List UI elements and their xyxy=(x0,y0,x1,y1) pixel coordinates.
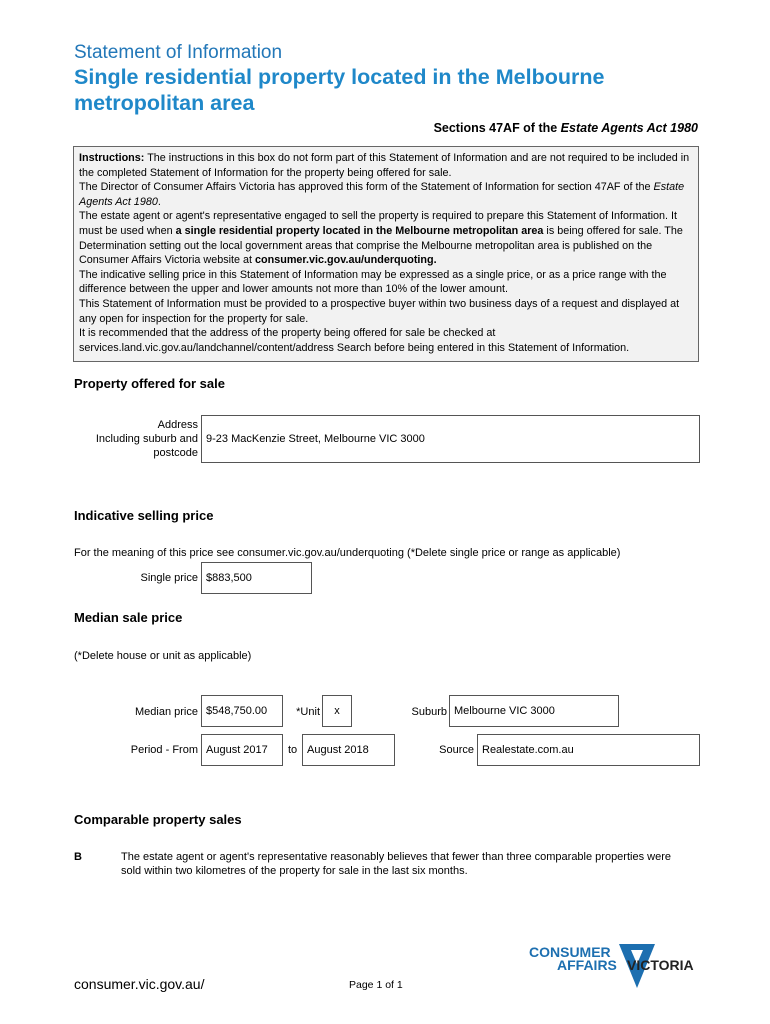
logo-line-victoria: VICTORIA xyxy=(627,957,694,973)
median-note: (*Delete house or unit as applicable) xyxy=(74,650,252,662)
period-from-label: Period - From xyxy=(130,744,198,756)
instructions-paragraph-3 xyxy=(79,209,693,267)
instructions-text-2-end: . xyxy=(157,195,161,208)
period-to-label: to xyxy=(288,744,298,756)
period-from-value: August 2017 xyxy=(206,744,268,756)
address-value: 9-23 MacKenzie Street, Melbourne VIC 3000 xyxy=(206,433,425,445)
footer-url[interactable]: consumer.vic.gov.au/ xyxy=(74,976,205,992)
period-from-field[interactable] xyxy=(201,734,283,766)
address-label-line-1: Address xyxy=(157,419,198,431)
act-reference-prefix: Sections 47AF of the xyxy=(433,121,561,135)
underquoting-link[interactable]: consumer.vic.gov.au/underquoting. xyxy=(255,254,437,267)
period-to-field[interactable] xyxy=(302,734,395,766)
instructions-paragraph-1 xyxy=(79,151,693,180)
median-price-value: $548,750.00 xyxy=(206,705,268,717)
address-label-line-2: Including suburb and xyxy=(95,433,198,445)
comparable-statement: The estate agent or agent's representative reasonably believes that fewer than three comparable properties were sold within two kilometres of the property for sale in the last six months. xyxy=(121,851,671,877)
single-price-field[interactable] xyxy=(201,562,312,594)
suburb-value: Melbourne VIC 3000 xyxy=(454,705,555,717)
median-price-label: Median price xyxy=(135,706,198,718)
indicative-heading: Indicative selling price xyxy=(74,508,214,523)
consumer-affairs-victoria-logo xyxy=(527,942,707,992)
page-title: Single residential property located in the Melbourne metropolitan area xyxy=(74,65,605,115)
property-heading: Property offered for sale xyxy=(74,376,225,391)
instructions-text-3a: The estate agent or agent's representative engaged to sell the property is required to prepare this Statement of Information. It must be used when xyxy=(79,210,678,237)
act-reference-name: Estate Agents Act 1980 xyxy=(560,121,698,135)
instructions-text-1: The instructions in this box do not form part of this Statement of Information and are not required to be included in the completed Statement of Information for the property being offered for sale. xyxy=(79,152,690,179)
source-field[interactable] xyxy=(477,734,700,766)
unit-value: x xyxy=(334,705,340,717)
instructions-paragraph-6: It is recommended that the address of the property being offered for sale be checked at services.land.vic.gov.au/landchannel/content/address Search before being entered in this Statement of Information. xyxy=(79,327,630,354)
source-label: Source xyxy=(439,744,474,756)
instructions-paragraph-4: The indicative selling price in this Statement of Information may be expressed as a single price, or as a price range with the difference between the upper and lower amounts not more than 10% of the lower amount. xyxy=(79,268,667,296)
page-number: Page 1 of 1 xyxy=(349,979,403,991)
address-label-line-3: postcode xyxy=(153,447,198,459)
single-price-value: $883,500 xyxy=(206,572,252,584)
indicative-note: For the meaning of this price see consumer.vic.gov.au/underquoting (*Delete single price or range as applicable) xyxy=(74,547,621,559)
unit-field[interactable] xyxy=(322,695,352,727)
source-value: Realestate.com.au xyxy=(482,744,574,756)
instructions-text-3-bold: a single residential property located in the Melbourne metropolitan area xyxy=(175,224,544,237)
logo-line-consumer: CONSUMER xyxy=(529,944,611,960)
address-label xyxy=(70,418,198,460)
instructions-paragraph-5: This Statement of Information must be provided to a prospective buyer within two business days of a request and displayed at any open for inspection for the property for sale. xyxy=(79,297,680,325)
instructions-paragraph-2 xyxy=(79,180,693,209)
form-kicker: Statement of Information xyxy=(74,42,283,63)
address-field[interactable] xyxy=(201,415,700,463)
single-price-label: Single price xyxy=(140,572,198,584)
instructions-text-3b: is being offered for sale. The Determination setting out the local government areas that comprise the Melbourne metropolitan area is published on the Consumer Affairs Victoria website at xyxy=(79,224,683,267)
instructions-act-name: Estate Agents Act 1980 xyxy=(79,181,685,208)
unit-label: *Unit xyxy=(296,706,320,718)
suburb-field[interactable] xyxy=(449,695,619,727)
instructions-text-2: The Director of Consumer Affairs Victoria has approved this form of the Statement of Information for section 47AF of the xyxy=(79,181,654,194)
comparable-option-letter: B xyxy=(74,851,82,863)
median-heading: Median sale price xyxy=(74,610,183,625)
instructions-label: Instructions: xyxy=(79,152,145,164)
act-reference xyxy=(380,121,698,135)
median-price-field[interactable] xyxy=(201,695,283,727)
logo-line-affairs: AFFAIRS xyxy=(557,957,617,973)
suburb-label: Suburb xyxy=(411,706,447,718)
comparable-heading: Comparable property sales xyxy=(74,812,242,827)
instructions-box xyxy=(73,146,699,362)
period-to-value: August 2018 xyxy=(307,744,369,756)
